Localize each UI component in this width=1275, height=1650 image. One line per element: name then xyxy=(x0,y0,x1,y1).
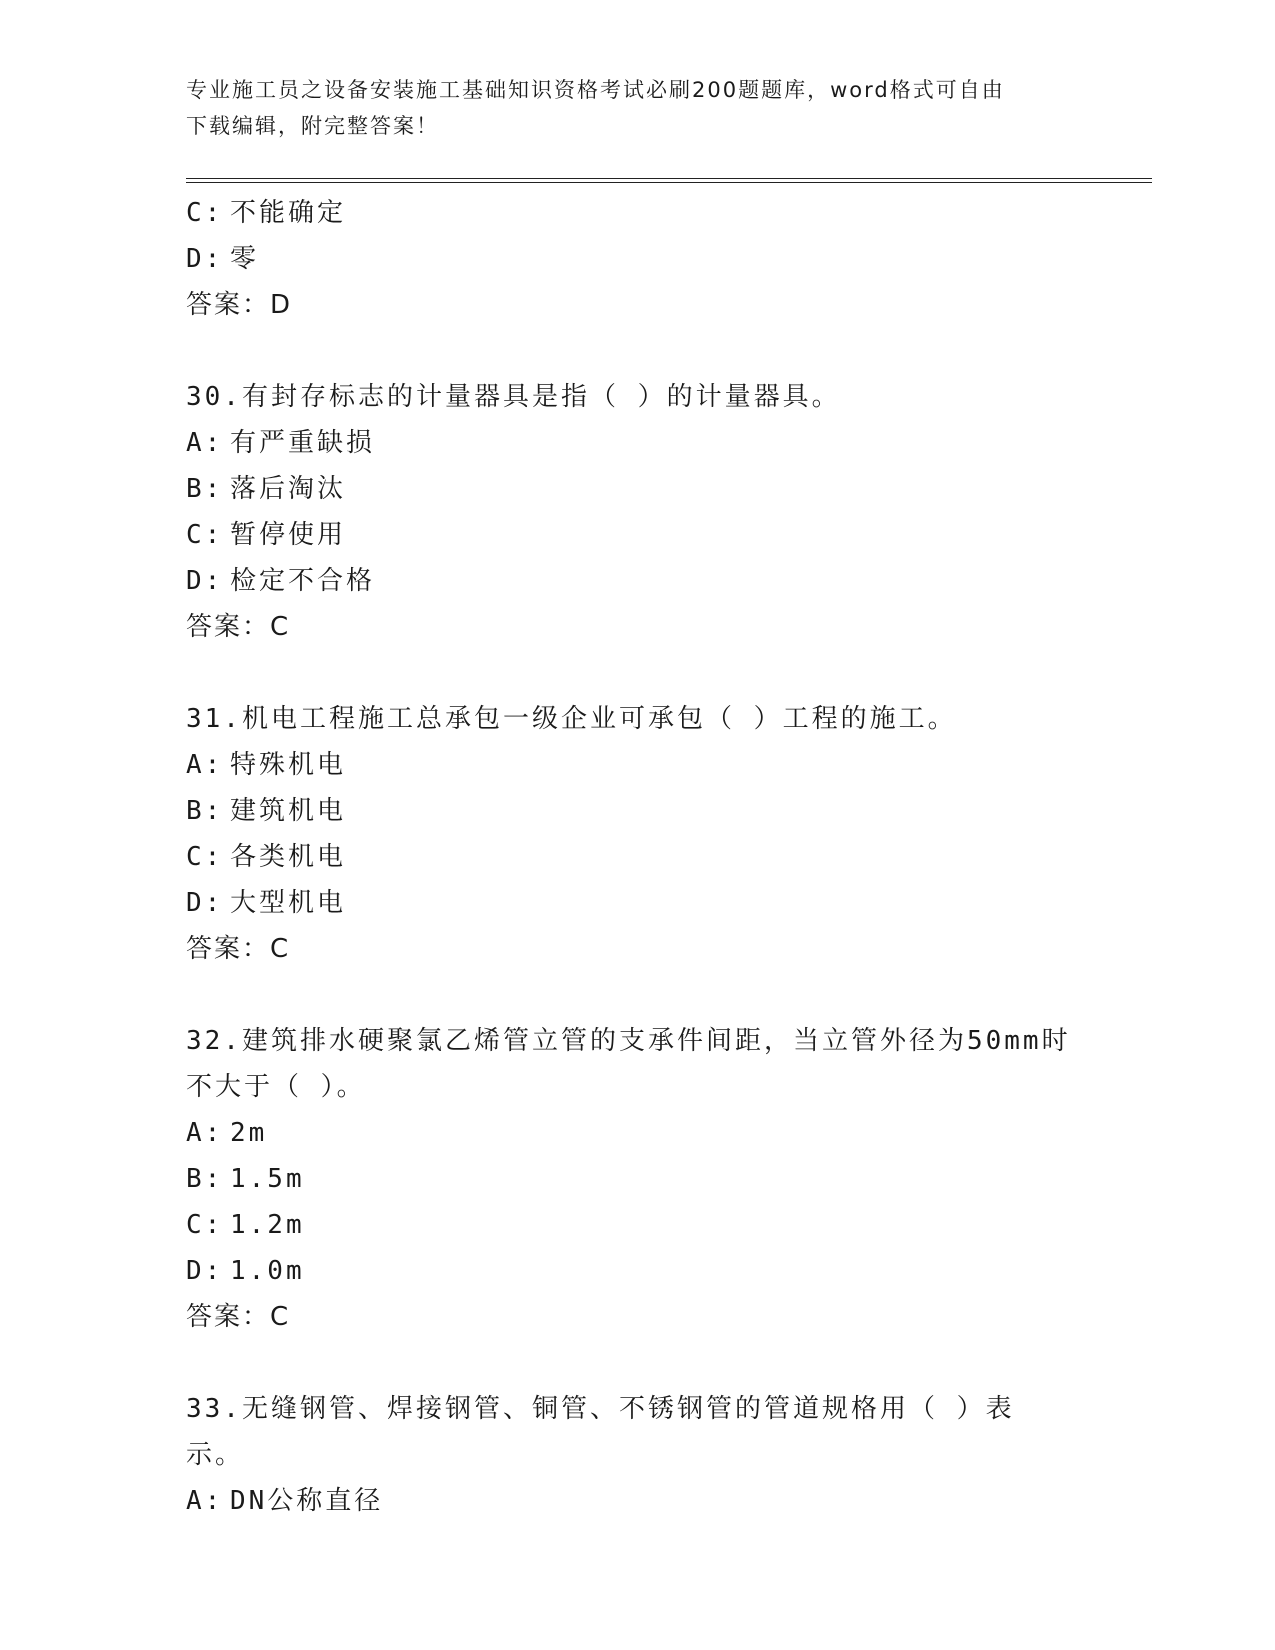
option-row xyxy=(186,788,1086,834)
option-letter: B: xyxy=(186,474,224,504)
option-row xyxy=(186,1156,1086,1202)
option-letter: A: xyxy=(186,750,224,780)
option-text: 建筑机电 xyxy=(230,796,347,826)
option-letter: B: xyxy=(186,796,224,826)
answer-line: 答案：D xyxy=(186,290,293,320)
option-text: 大型机电 xyxy=(230,888,347,918)
option-letter: C: xyxy=(186,520,224,550)
option-text: 特殊机电 xyxy=(230,750,347,780)
option-text: 检定不合格 xyxy=(230,566,376,596)
question-list xyxy=(186,190,1086,1524)
option-row xyxy=(186,1248,1086,1294)
option-text: 零 xyxy=(230,244,260,274)
option-row xyxy=(186,190,1086,236)
option-letter: B: xyxy=(186,1164,224,1194)
option-text: 落后淘汰 xyxy=(230,474,347,504)
option-letter: C: xyxy=(186,1210,224,1240)
option-row xyxy=(186,1110,1086,1156)
option-row xyxy=(186,420,1086,466)
option-text: 各类机电 xyxy=(230,842,347,872)
option-row xyxy=(186,1202,1086,1248)
option-text: 不能确定 xyxy=(230,198,347,228)
option-letter: A: xyxy=(186,1486,224,1516)
option-row xyxy=(186,466,1086,512)
option-text: 1.0m xyxy=(230,1256,305,1286)
option-row xyxy=(186,236,1086,282)
option-letter: D: xyxy=(186,1256,224,1286)
option-text: 2m xyxy=(230,1118,268,1148)
question-title-line-1: 32.建筑排水硬聚氯乙烯管立管的支承件间距，当立管外径为50mm时 xyxy=(186,1026,1071,1056)
question-title: 31.机电工程施工总承包一级企业可承包（ ）工程的施工。 xyxy=(186,704,957,734)
option-row xyxy=(186,558,1086,604)
question-title-line-2: 不大于（ ）。 xyxy=(186,1072,366,1102)
option-letter: D: xyxy=(186,244,224,274)
option-letter: C: xyxy=(186,198,224,228)
header-title-line-2: 下载编辑，附完整答案！ xyxy=(186,114,439,138)
option-letter: D: xyxy=(186,566,224,596)
option-text: 1.5m xyxy=(230,1164,305,1194)
option-text: 暂停使用 xyxy=(230,520,347,550)
option-letter: C: xyxy=(186,842,224,872)
question-title: 33.无缝钢管、焊接钢管、铜管、不锈钢管的管道规格用（ ）表示。 xyxy=(186,1394,1015,1470)
option-text: DN公称直径 xyxy=(230,1486,384,1516)
option-row xyxy=(186,880,1086,926)
option-row xyxy=(186,834,1086,880)
answer-line: 答案：C xyxy=(186,612,291,642)
option-text: 有严重缺损 xyxy=(230,428,376,458)
option-row xyxy=(186,1478,1086,1524)
header-title-line-1: 专业施工员之设备安装施工基础知识资格考试必刷200题题库，word格式可自由 xyxy=(186,78,1005,102)
answer-line: 答案：C xyxy=(186,934,291,964)
question-title: 30.有封存标志的计量器具是指（ ）的计量器具。 xyxy=(186,382,841,412)
option-row xyxy=(186,742,1086,788)
header-double-rule xyxy=(186,178,1152,183)
option-letter: D: xyxy=(186,888,224,918)
option-row xyxy=(186,512,1086,558)
option-letter: A: xyxy=(186,1118,224,1148)
answer-line: 答案：C xyxy=(186,1302,291,1332)
option-letter: A: xyxy=(186,428,224,458)
document-header xyxy=(186,72,1066,144)
option-text: 1.2m xyxy=(230,1210,305,1240)
